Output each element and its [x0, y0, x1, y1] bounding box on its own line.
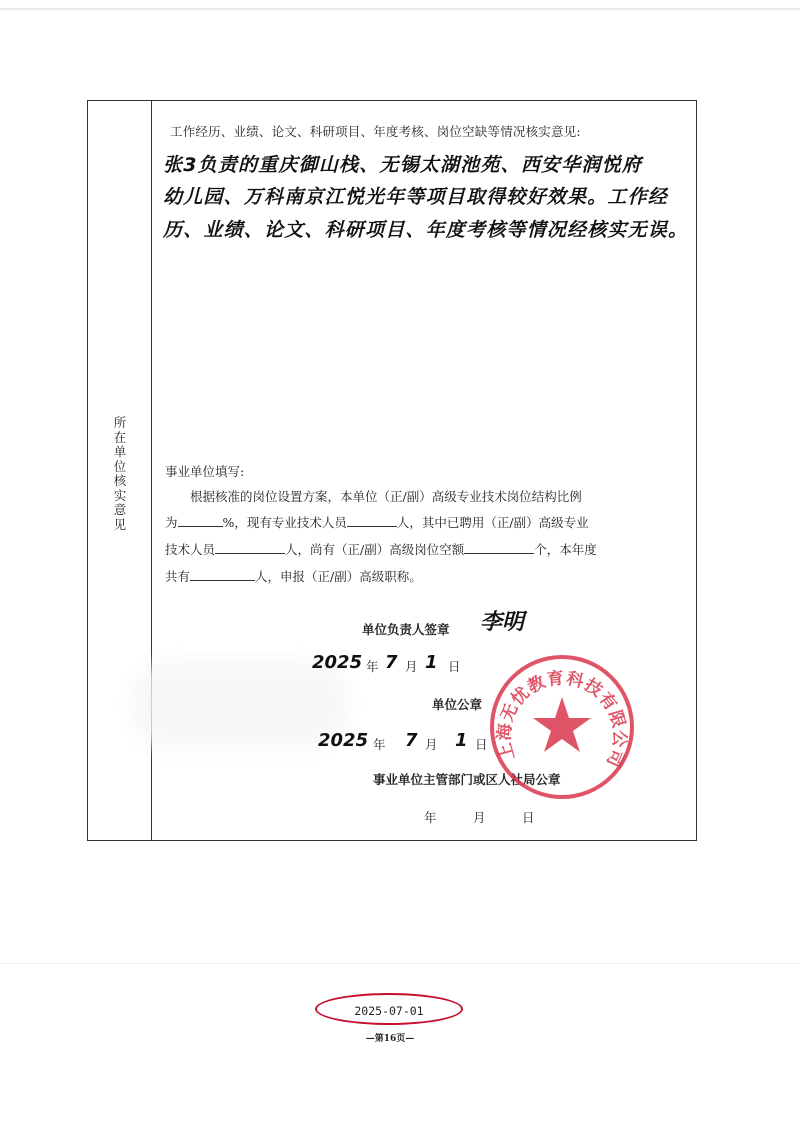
date1-month: 7	[385, 652, 398, 673]
verification-heading: 工作经历、业绩、论文、科研项目、年度考核、岗位空缺等情况核实意见:	[170, 124, 581, 139]
page-number: —第16页—	[365, 1034, 415, 1044]
date3-month-label: 月	[473, 810, 486, 825]
form-text: 个，本年度	[534, 542, 597, 557]
date3-day-label: 日	[522, 810, 535, 825]
form-text: 人，其中已聘用（正/副）高级专业	[396, 515, 589, 530]
form-paragraph-4	[165, 567, 422, 585]
date2-month: 7	[405, 730, 418, 751]
date2-year-label: 年	[373, 737, 386, 752]
footer-date: 2025-07-01	[354, 1004, 424, 1018]
seal-star-icon	[533, 697, 591, 752]
scan-bottom-edge	[0, 963, 800, 964]
side-label: 所在单位核实意见	[113, 415, 127, 532]
department-seal-label: 事业单位主管部门或区人社局公章	[373, 772, 561, 787]
handwritten-line-1: 张3负责的重庆御山栈、无锡太湖池苑、西安华润悦府	[163, 154, 643, 176]
date1-year: 2025	[312, 652, 363, 673]
date2-year: 2025	[318, 730, 369, 751]
unit-fill-label: 事业单位填写:	[165, 464, 245, 479]
leader-signature-label: 单位负责人签章	[362, 622, 450, 637]
handwritten-line-3: 历、业绩、论文、科研项目、年度考核等情况经核实无误。	[163, 219, 689, 241]
date1-day-label: 日	[448, 659, 461, 674]
ratio-blank[interactable]	[178, 515, 223, 527]
date1-month-label: 月	[405, 659, 418, 674]
senior-staff-blank[interactable]	[215, 542, 285, 554]
form-text: %，现有专业技术人员	[222, 515, 347, 530]
date1-day: 1	[425, 652, 438, 673]
seal-text: 上海无忧教育科技有限公司	[494, 668, 630, 771]
form-text: 人，尚有（正/副）高级岗位空额	[285, 542, 465, 557]
form-text: 共有	[165, 569, 191, 584]
company-seal	[487, 652, 637, 802]
form-paragraph-2	[165, 513, 589, 531]
date2-day: 1	[455, 730, 468, 751]
scan-smudge	[130, 660, 350, 750]
date3-year-label: 年	[424, 810, 437, 825]
form-paragraph-3	[165, 540, 597, 558]
leader-signature: 李明	[480, 610, 525, 635]
date2-day-label: 日	[475, 737, 488, 752]
staff-count-blank[interactable]	[347, 515, 397, 527]
date1-year-label: 年	[366, 659, 379, 674]
date2-month-label: 月	[425, 737, 438, 752]
form-text: 为	[165, 515, 178, 530]
form-text: 人，申报（正/副）高级职称。	[255, 569, 422, 584]
applicant-count-blank[interactable]	[190, 569, 255, 581]
form-text: 技术人员	[165, 542, 216, 557]
vacancy-blank[interactable]	[464, 542, 534, 554]
handwritten-line-2: 幼儿园、万科南京江悦光年等项目取得较好效果。工作经	[163, 186, 669, 208]
unit-seal-label: 单位公章	[432, 697, 483, 712]
form-paragraph-1: 根据核准的岗位设置方案，本单位（正/副）高级专业技术岗位结构比例	[190, 489, 582, 504]
scan-top-edge	[0, 8, 800, 10]
